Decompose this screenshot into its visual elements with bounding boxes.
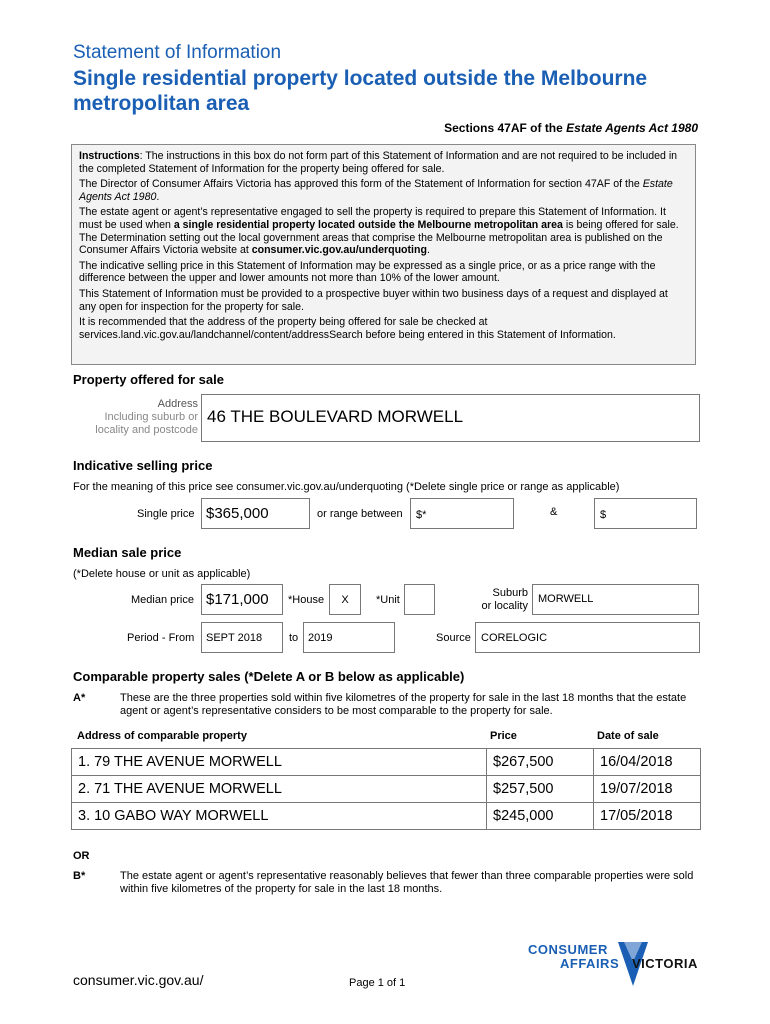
comparable-table [71,748,701,830]
or-label: OR [73,850,90,862]
property-heading: Property offered for sale [73,372,224,387]
suburb-label: Suburb or locality [481,587,528,612]
comparable-date-1[interactable]: 16/04/2018 [594,749,701,776]
single-price-label: Single price [137,508,195,520]
comparable-address-1[interactable]: 1. 79 THE AVENUE MORWELL [72,749,487,776]
period-to-label: to [289,632,299,644]
comparable-heading: Comparable property sales (*Delete A or B below as applicable) [73,669,465,684]
page-number: Page 1 of 1 [349,977,406,989]
table-row [72,803,701,830]
table-row [72,776,701,803]
comparable-price-3[interactable]: $245,000 [487,803,594,830]
unit-label: *Unit [376,594,400,606]
indicative-heading: Indicative selling price [73,458,213,473]
range-low-field[interactable]: $* [410,498,514,529]
single-price-field[interactable]: $365,000 [201,498,310,529]
comparable-address-2[interactable]: 2. 71 THE AVENUE MORWELL [72,776,487,803]
suburb-field[interactable]: MORWELL [532,584,699,615]
col-header-price: Price [490,730,517,742]
period-to-field[interactable]: 2019 [303,622,395,653]
comparable-address-3[interactable]: 3. 10 GABO WAY MORWELL [72,803,487,830]
option-a-label: A* [73,692,86,704]
median-note: (*Delete house or unit as applicable) [73,568,251,580]
comparable-price-1[interactable]: $267,500 [487,749,594,776]
median-heading: Median sale price [73,545,182,560]
range-high-field[interactable]: $ [594,498,697,529]
consumer-affairs-victoria-logo: CONSUMER AFFAIRS VICTORIA [528,938,703,988]
comparable-price-2[interactable]: $257,500 [487,776,594,803]
address-field[interactable]: 46 THE BOULEVARD MORWELL [201,394,700,442]
col-header-address: Address of comparable property [77,730,247,742]
sections-reference: Sections 47AF of the Estate Agents Act 1980 [444,121,698,135]
indicative-note: For the meaning of this price see consumer.vic.gov.au/underquoting (*Delete single price or range as applicable) [73,481,620,493]
form-title: Single residential property located outside the Melbourne metropolitan area [73,67,648,115]
footer-website[interactable]: consumer.vic.gov.au/ [73,972,204,988]
period-from-label: Period - From [127,632,195,644]
option-b-text: The estate agent or agent’s representative reasonably believes that fewer than three comparable properties were sold within five kilometres of the property for sale in the last 18 months. [120,870,694,895]
range-ampersand: & [550,506,558,518]
range-label: or range between [317,508,403,520]
median-price-field[interactable]: $171,000 [201,584,283,615]
instructions-label: Instructions [79,150,140,162]
option-b-label: B* [73,870,86,882]
source-label: Source [436,632,471,644]
house-label: *House [288,594,325,606]
option-a-text: These are the three properties sold within five kilometres of the property for sale in the last 18 months that the estate agent or agent’s representative considers to be most comparable to the property for sale. [120,692,687,717]
house-checkbox[interactable]: X [329,584,361,615]
address-label: Address Including suburb or locality and postcode [95,398,198,436]
comparable-date-3[interactable]: 17/05/2018 [594,803,701,830]
form-subtitle: Statement of Information [73,42,282,63]
unit-checkbox[interactable] [404,584,435,615]
col-header-date: Date of sale [597,730,659,742]
instructions-box: Instructions: The instructions in this box do not form part of this Statement of Information and are not required to be included in the completed Statement of Information for the property being offered for sale. The Director of Consumer Affairs Victoria has approved this form of the Statement of Information for section 47AF of the Estate Agents Act 1980. The estate agent or agent’s representative engaged to sell the property is required to prepare this Statement of Information. It must be used when a single residential property located outside the Melbourne metropolitan area is being offered for sale. The Determination setting out the local government areas that comprise the Melbourne metropolitan area is published on the Consumer Affairs Victoria website at consumer.vic.gov.au/underquoting. The indicative selling price in this Statement of Information may be expressed as a single price, or as a price range with the difference between the upper and lower amounts not more than 10% of the lower amount. This Statement of Information must be provided to a prospective buyer within two business days of a request and displayed at any open for inspection for the property for sale. It is recommended that the address of the property being offered for sale be checked at services.land.vic.gov.au/landchannel/content/addressSearch before being entered in this Statement of Information. [71,144,696,365]
table-row [72,749,701,776]
comparable-date-2[interactable]: 19/07/2018 [594,776,701,803]
median-price-label: Median price [131,594,194,606]
source-field[interactable]: CORELOGIC [475,622,700,653]
period-from-field[interactable]: SEPT 2018 [201,622,283,653]
